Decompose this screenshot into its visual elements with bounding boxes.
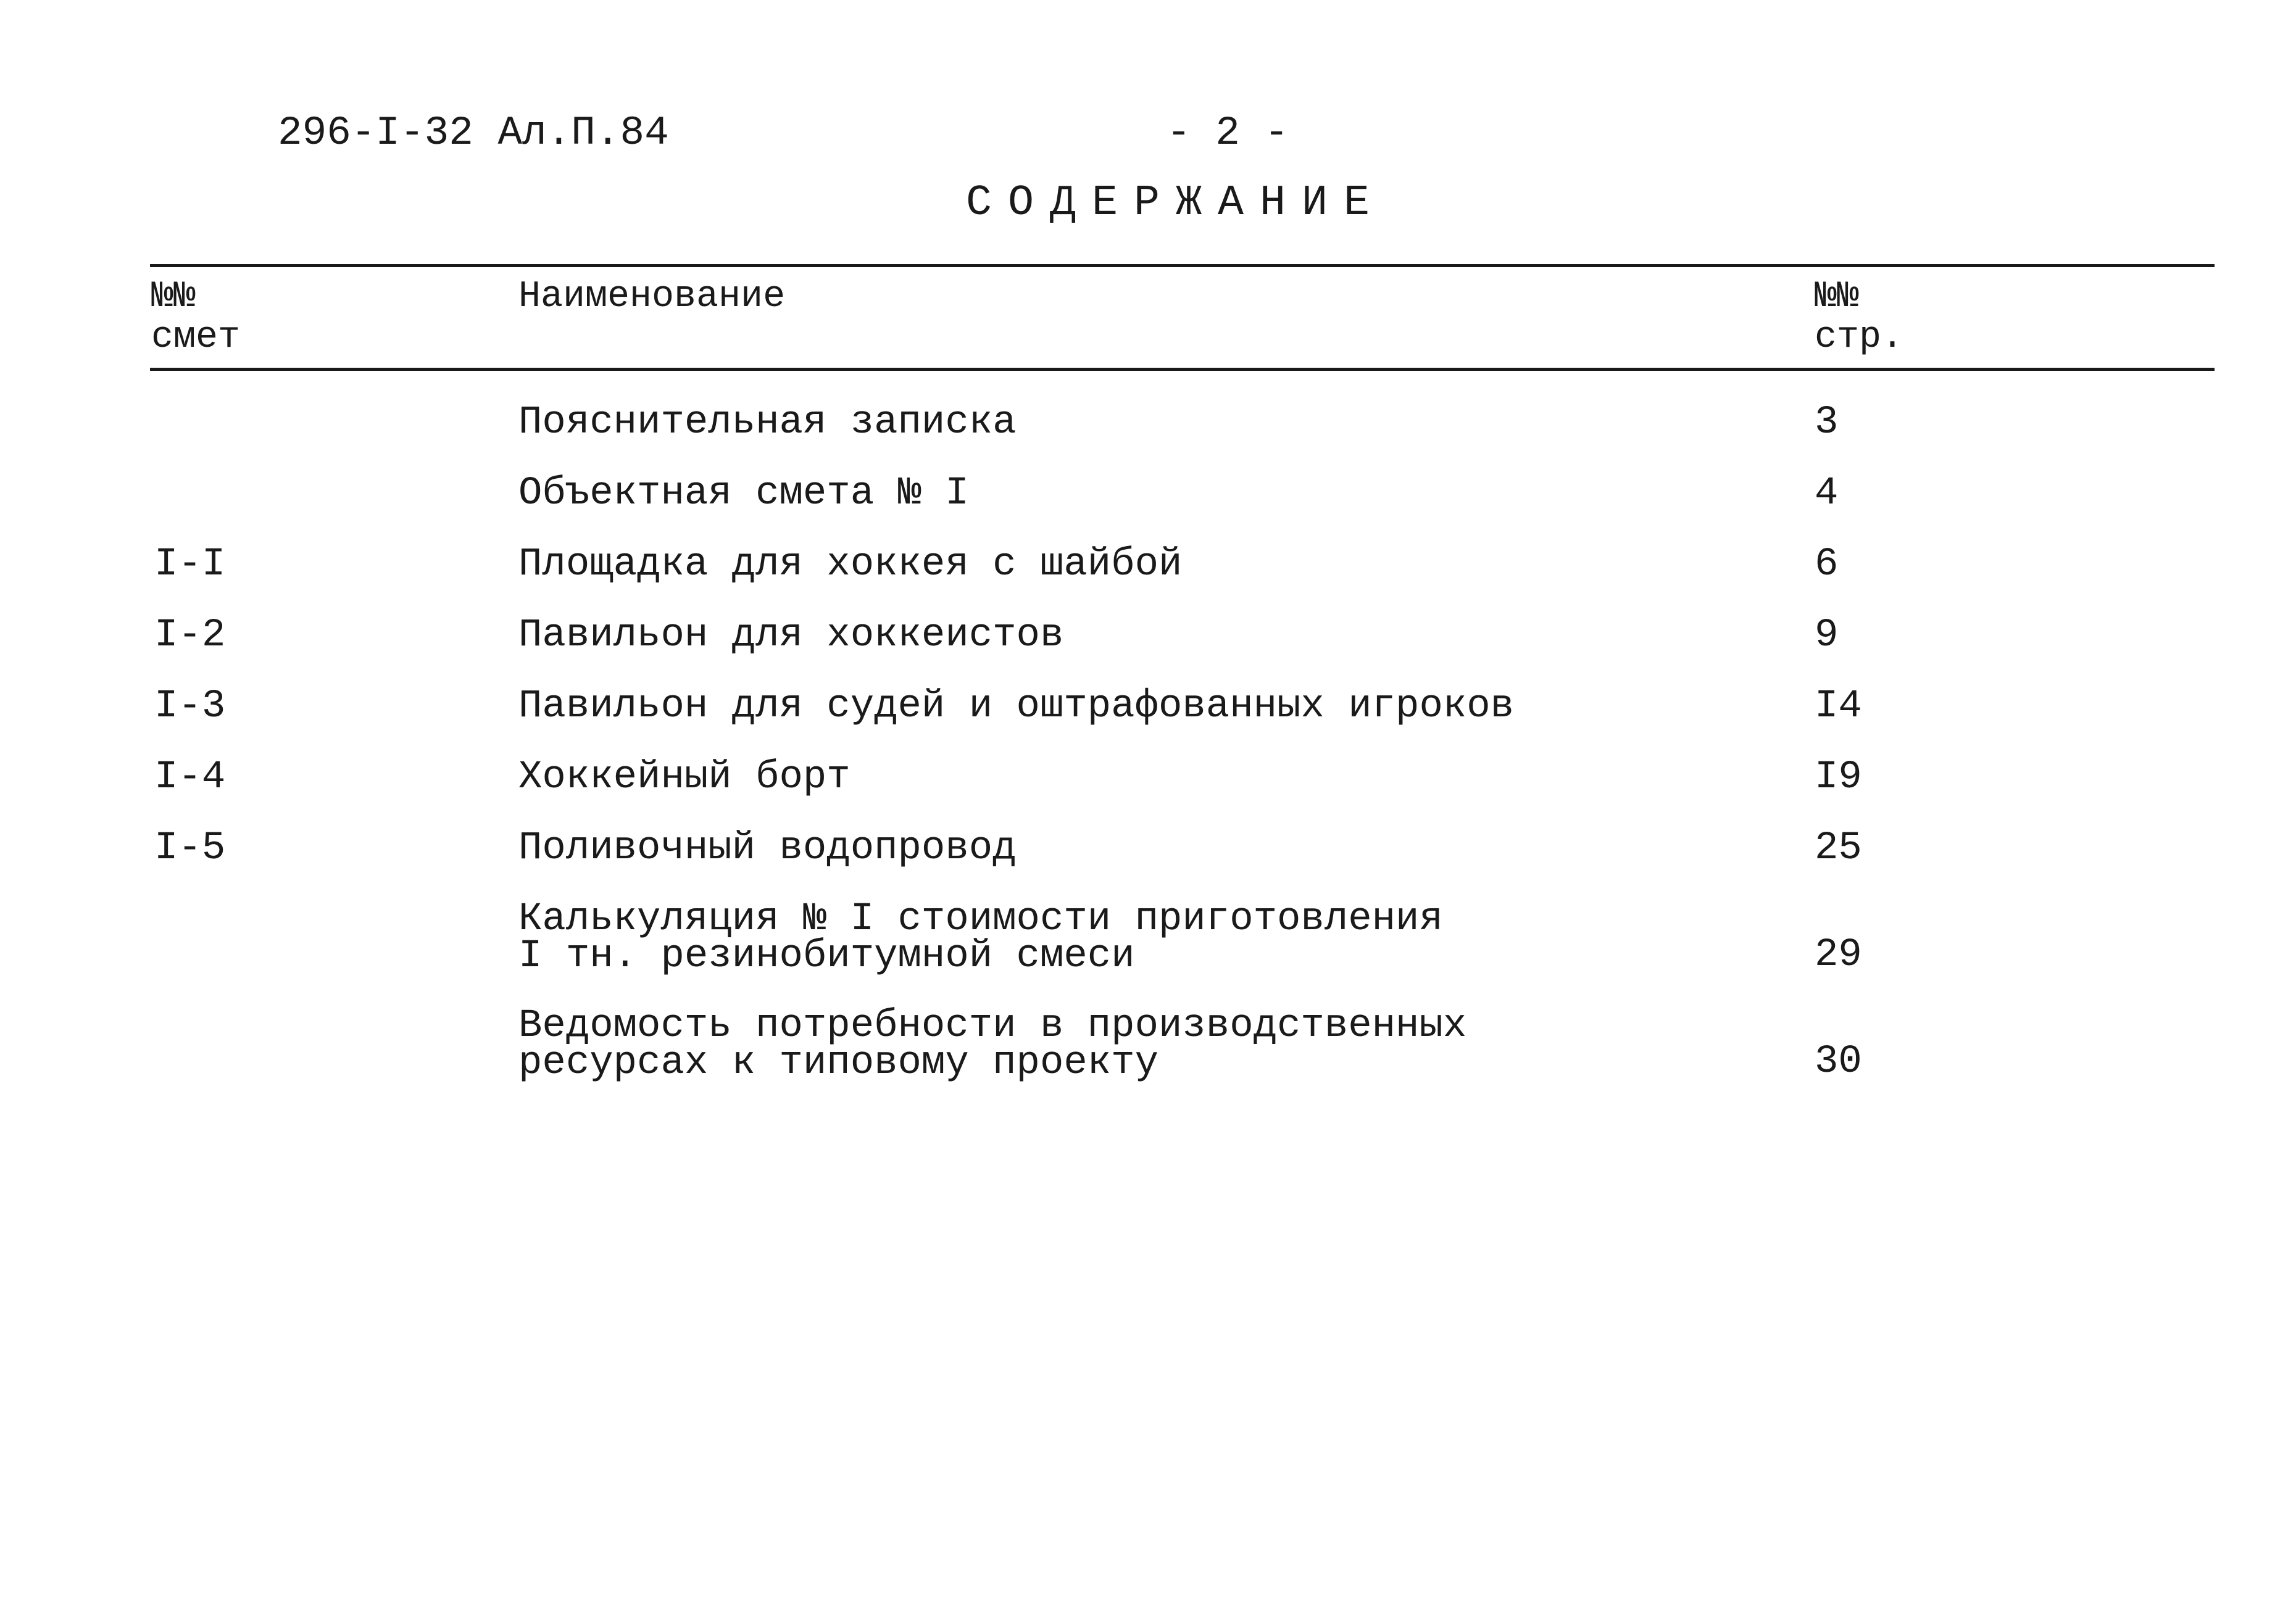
item-page: 30 [1815, 1040, 1862, 1084]
item-name: Пояснительная записка [518, 400, 1017, 445]
item-name [518, 897, 1443, 979]
item-name: Павильон для судей и оштрафованных игроков [518, 684, 1515, 729]
column-header-estimate-number [151, 276, 240, 358]
item-name-line2: ресурсах к типовому проекту [518, 1041, 1158, 1085]
column-header-name: Наименование [518, 276, 786, 318]
document-code: 296-I-32 Ал.П.84 [278, 110, 669, 156]
estimate-number: I-4 [154, 755, 226, 800]
item-page: I4 [1815, 684, 1862, 729]
estimate-number: I-I [154, 542, 226, 587]
page-title: СОДЕРЖАНИЕ [966, 179, 1386, 228]
column-header-page-line1: №№ [1815, 276, 1860, 318]
column-header-estimate-number-line2: смет [151, 317, 241, 358]
item-page: I9 [1815, 755, 1862, 800]
column-header-estimate-number-line1: №№ [151, 276, 196, 318]
item-page: 29 [1815, 933, 1862, 977]
item-page: 25 [1815, 826, 1862, 871]
item-page: 9 [1815, 613, 1839, 658]
item-name [518, 1004, 1467, 1085]
item-name: Площадка для хоккея с шайбой [518, 542, 1183, 587]
page-number: - 2 - [1167, 110, 1289, 156]
item-name: Поливочный водопровод [518, 826, 1017, 871]
item-name-line1: Ведомость потребности в производственных [518, 1004, 1467, 1048]
table-header-rule [150, 368, 2215, 371]
item-name: Павильон для хоккеистов [518, 613, 1064, 658]
estimate-number: I-3 [154, 684, 226, 729]
estimate-number: I-2 [154, 613, 226, 658]
table-top-rule [150, 264, 2215, 267]
item-name-line2: I тн. резинобитумной смеси [518, 934, 1135, 979]
item-name: Объектная смета № I [518, 471, 969, 516]
item-page: 4 [1815, 471, 1839, 516]
item-page: 6 [1815, 542, 1839, 587]
estimate-number: I-5 [154, 826, 226, 871]
item-page: 3 [1815, 400, 1839, 445]
column-header-page [1815, 276, 1903, 358]
column-header-page-line2: стр. [1815, 317, 1904, 358]
item-name: Хоккейный борт [518, 755, 851, 800]
item-name-line1: Калькуляция № I стоимости приготовления [518, 897, 1443, 942]
